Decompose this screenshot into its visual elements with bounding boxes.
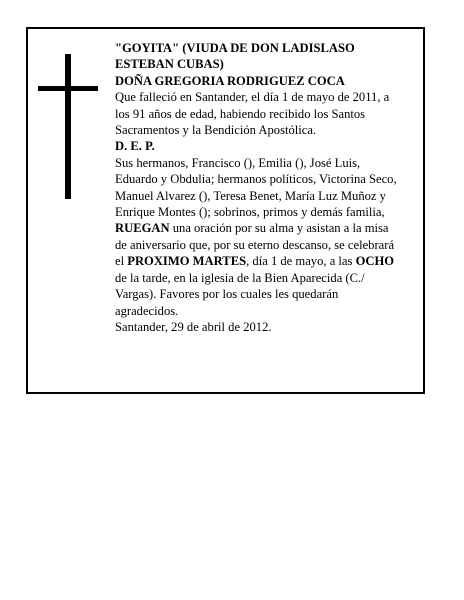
prayer-line-1 [115, 220, 420, 236]
ocho-word: OCHO [355, 254, 395, 269]
cross-icon [38, 54, 98, 199]
closing-date: Santander, 29 de abril de 2012. [115, 319, 272, 334]
prayer-line-3-mid: , día 1 de mayo, a las [246, 254, 356, 269]
ruegan-word: RUEGAN [115, 221, 170, 236]
notice-heading-line-2: ESTEBAN CUBAS) [115, 57, 224, 72]
notice-heading-line-1: "GOYITA" (VIUDA DE DON LADISLASO [115, 41, 355, 55]
prayer-line-3 [115, 253, 420, 269]
prayer-line-6: agradecidos. [115, 303, 179, 318]
proximo-martes: PROXIMO MARTES [127, 254, 247, 269]
family-line-4: Enrique Montes (); sobrinos, primos y demás familia, [115, 205, 385, 220]
deceased-name: DOÑA GREGORIA RODRIGUEZ COCA [115, 73, 345, 88]
prayer-line-2: de aniversario que, por su eterno descanso, se celebrará [115, 237, 395, 252]
prayer-line-4: de la tarde, en la iglesia de la Bien Aparecida (C./ [115, 270, 365, 285]
obituary-notice [26, 27, 425, 394]
family-line-1: Sus hermanos, Francisco (), Emilia (), José Luis, [115, 155, 361, 170]
cross-horizontal-bar [38, 86, 98, 91]
prayer-line-5: Vargas). Favores por los cuales les quedarán [115, 287, 339, 302]
death-line-2: los 91 años de edad, habiendo recibido los Santos [115, 106, 366, 121]
notice-text [115, 40, 420, 335]
death-line-3: Sacramentos y la Bendición Apostólica. [115, 123, 317, 138]
dep-label: D. E. P. [115, 139, 155, 154]
death-line-1: Que falleció en Santander, el día 1 de mayo de 2011, a [115, 90, 390, 105]
family-line-2: Eduardo y Obdulia; hermanos políticos, Victorina Seco, [115, 172, 397, 187]
family-line-3: Manuel Alvarez (), Teresa Benet, María Luz Muñoz y [115, 188, 386, 203]
prayer-line-1-rest: una oración por su alma y asistan a la misa [169, 221, 389, 236]
prayer-line-3-el: el [115, 254, 128, 269]
cross-vertical-bar [65, 54, 71, 199]
